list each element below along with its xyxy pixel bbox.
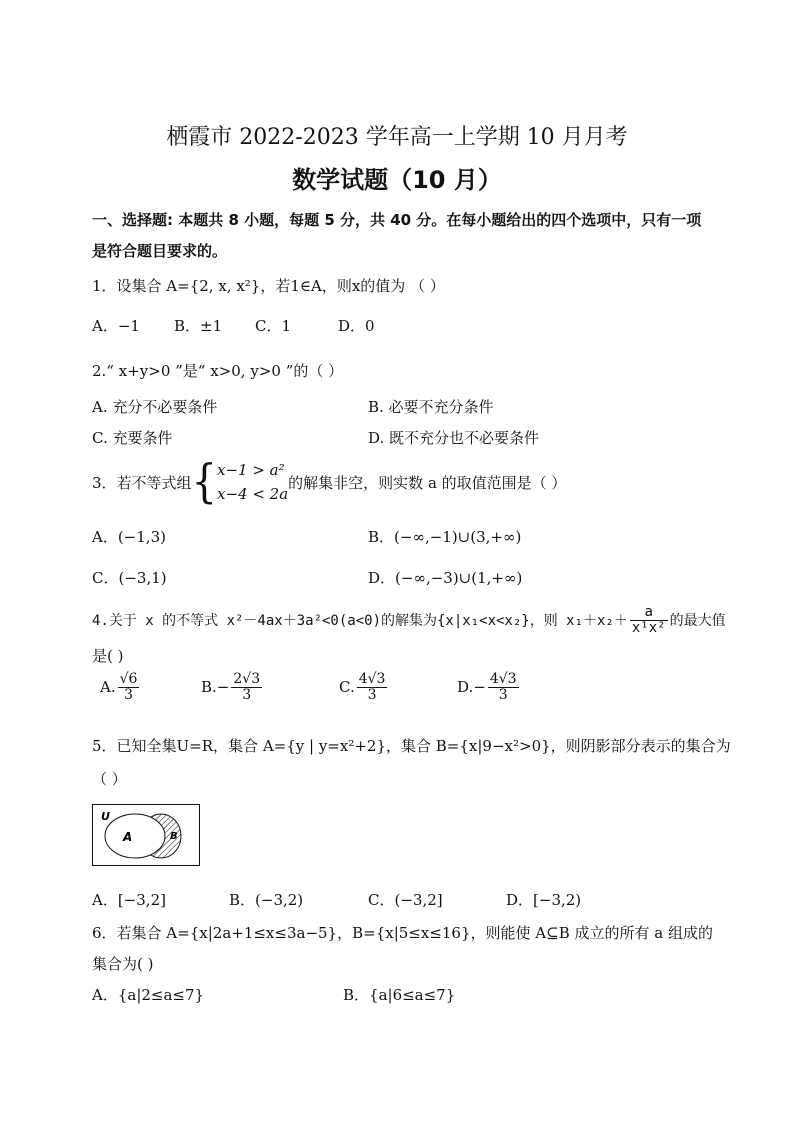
q4-stem-suffix: 的最大值 [669, 613, 726, 629]
question-5-stem: 5．已知全集U=R，集合 A={y | y=x²+2}，集合 B={x|9−x²>0}，则阴影部分表示的集合为 [92, 737, 731, 755]
q5-option-c: C．(−3,2] [368, 891, 443, 909]
q5-option-b: B．(−3,2) [229, 891, 304, 909]
question-6-stem-line2: 集合为( ) [92, 955, 154, 973]
q2-option-c: C. 充要条件 [92, 429, 173, 447]
q3-option-a: A．(−1,3) [92, 528, 166, 546]
q6-option-b: B．{a|6≤a≤7} [343, 986, 456, 1004]
q2-option-b: B. 必要不充分条件 [368, 398, 494, 416]
question-3-stem [92, 455, 566, 509]
q4-option-a-den: 3 [124, 686, 133, 703]
q4-fraction [630, 605, 668, 635]
q3-option-d: D．(−∞,−3)∪(1,+∞) [368, 569, 523, 587]
question-5-stem-line2: （ ） [92, 770, 127, 788]
venn-diagram [92, 804, 200, 866]
q4-option-a-num: √6 [119, 671, 138, 687]
venn-set-a-circle [105, 814, 165, 858]
question-2-stem: 2.“ x+y>0 ”是“ x>0, y>0 ”的（ ） [92, 362, 344, 380]
venn-label-b: B [170, 831, 178, 842]
q2-option-a: A. 充分不必要条件 [92, 398, 218, 416]
q4-fraction-numerator: a [630, 605, 668, 621]
question-6-stem: 6．若集合 A={x|2a+1≤x≤3a−5}，B={x|5≤x≤16}，则能使 A⊆B 成立的所有 a 组成的 [92, 924, 713, 942]
question-4-stem-line2: 是( ) [92, 647, 124, 665]
section-heading-line1: 一、选择题: 本题共 8 小题，每题 5 分，共 40 分。在每小题给出的四个选项中，只有一项 [92, 211, 702, 229]
q4-option-b-num: 2√3 [233, 671, 261, 687]
q4-option-d [457, 672, 521, 702]
q5-option-d: D．[−3,2) [506, 891, 582, 909]
q3-stem-suffix: 的解集非空，则实数 a 的取值范围是（ ） [288, 473, 567, 492]
q1-option-d: D．0 [338, 317, 375, 335]
venn-label-a: A [123, 830, 133, 844]
q3-system-brace: { [191, 455, 217, 509]
q5-option-a: A．[−3,2] [92, 891, 166, 909]
venn-label-u: U [101, 810, 110, 823]
question-4-stem [92, 600, 726, 640]
exam-title-line2: 数学试题（10 月） [292, 166, 502, 194]
q1-option-b: B．±1 [174, 317, 223, 335]
q3-system-line2: x−4 < 2a [217, 485, 289, 503]
q2-option-d: D. 既不充分也不必要条件 [368, 429, 540, 447]
q4-option-b-den: 3 [242, 686, 252, 703]
q4-option-b-label: B.− [201, 678, 230, 697]
q3-stem-prefix: 3．若不等式组 [92, 473, 192, 492]
q4-option-a [100, 672, 141, 702]
q1-option-a: A．−1 [92, 317, 140, 335]
q3-inequality-system [217, 458, 288, 506]
q4-option-c-den: 3 [367, 686, 377, 703]
q4-option-c [339, 672, 389, 702]
q4-stem-prefix: 4.关于 x 的不等式 x²－4ax＋3a²<0(a<0)的解集为{x|x₁<x<x₂}，则 x₁＋x₂＋ [92, 613, 628, 629]
q4-option-c-label: C. [339, 678, 355, 697]
q4-option-a-label: A. [100, 678, 116, 697]
q6-option-a: A．{a|2≤a≤7} [92, 986, 205, 1004]
q4-option-b [201, 672, 264, 702]
q3-option-c: C．(−3,1) [92, 569, 167, 587]
q4-option-d-den: 3 [498, 686, 508, 703]
q4-fraction-denominator: x¹x² [631, 619, 666, 636]
question-1-stem: 1．设集合 A={2, x, x²}，若1∈A，则x的值为 （ ） [92, 277, 445, 295]
q3-option-b: B．(−∞,−1)∪(3,+∞) [368, 528, 522, 546]
q4-option-c-num: 4√3 [358, 671, 386, 687]
q3-system-line1: x−1 > a² [217, 461, 285, 479]
q4-option-d-label: D.− [457, 678, 486, 697]
q1-option-c: C．1 [255, 317, 292, 335]
exam-title-line1: 栖霞市 2022-2023 学年高一上学期 10 月月考 [166, 125, 628, 150]
section-heading-line2: 是符合题目要求的。 [92, 242, 228, 260]
q4-option-d-num: 4√3 [489, 671, 517, 687]
